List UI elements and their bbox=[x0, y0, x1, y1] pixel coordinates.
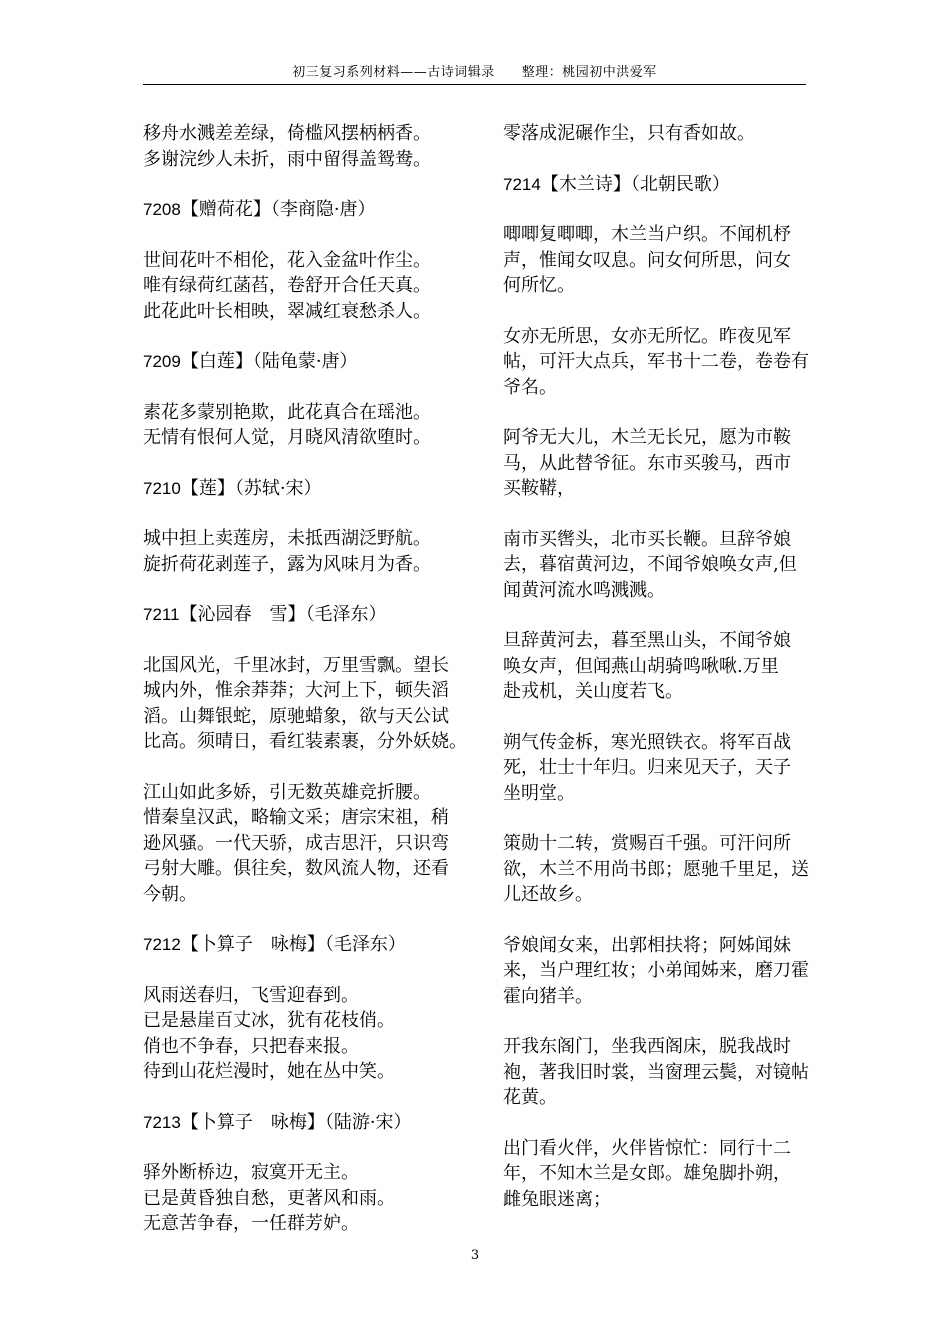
poem-line: 买鞍鞯， bbox=[503, 478, 575, 499]
poem-line: 旦辞黄河去，暮至黑山头，不闻爷娘 bbox=[503, 630, 791, 651]
poem-number: 7213 bbox=[143, 1112, 181, 1132]
poem-text-block bbox=[143, 780, 473, 908]
poem-line: 弓射大雕。俱往矣，数风流人物，还看 bbox=[143, 858, 449, 879]
poem-line: 阿爷无大儿，木兰无长兄，愿为市鞍 bbox=[503, 427, 791, 448]
poem-title-line bbox=[143, 349, 473, 375]
header-text: 初三复习系列材料——古诗词辑录 整理：桃园初中洪爱军 bbox=[292, 65, 657, 80]
poem-line: 爷娘闻女来，出郭相扶将；阿姊闻妹 bbox=[503, 934, 791, 956]
poem-line: 策勋十二转，赏赐百千强。可汗问所 bbox=[503, 833, 791, 854]
poem-number: 7210 bbox=[143, 478, 181, 498]
poem-line: 俏也不争春，只把春来报。 bbox=[143, 1035, 359, 1057]
poem-author: （陆游·宋） bbox=[324, 1111, 412, 1133]
poem-line: 朔气传金柝，寒光照铁衣。将军百战 bbox=[503, 731, 791, 753]
poem-title bbox=[143, 197, 473, 223]
poem-title-line bbox=[143, 197, 473, 223]
poem-line: 南市买辔头，北市买长鞭。旦辞爷娘 bbox=[503, 528, 791, 550]
poem-line: 已是黄昏独自愁，更著风和雨。 bbox=[143, 1187, 395, 1209]
poem-text-block bbox=[143, 1160, 473, 1237]
poem-author: （李商隐·唐） bbox=[270, 199, 376, 220]
poem-line: 霍向猪羊。 bbox=[503, 985, 593, 1007]
poem-line: 移舟水溅差差绿，倚槛风摆柄柄香。 bbox=[143, 123, 431, 144]
poem-line: 已是悬崖百丈冰，犹有花枝俏。 bbox=[143, 1010, 395, 1031]
poem-title-line bbox=[143, 932, 473, 958]
poem-text-block bbox=[143, 983, 473, 1085]
poem-name: 【卜算子 咏梅】 bbox=[180, 934, 325, 955]
poem-line: 雌兔眼迷离； bbox=[503, 1188, 611, 1210]
poem-line: 女亦无所思，女亦无所忆。昨夜见军 bbox=[503, 325, 791, 347]
poem-line: 出门看火伴，火伴皆惊忙：同行十二 bbox=[503, 1137, 791, 1159]
poem-text-block bbox=[503, 1034, 808, 1111]
poem-text-block bbox=[503, 831, 808, 908]
poem-line: 风雨送春归，飞雪迎春到。 bbox=[143, 984, 359, 1006]
poem-title-line bbox=[143, 476, 473, 502]
poem-line: 世间花叶不相伦，花入金盆叶作尘。 bbox=[143, 249, 431, 271]
poem-title bbox=[143, 1110, 473, 1136]
poem-line: 爷名。 bbox=[503, 376, 557, 398]
poem-line: 北国风光，千里冰封，万里雪飘。望长 bbox=[143, 654, 449, 676]
poem-line: 赴戎机，关山度若飞。 bbox=[503, 681, 683, 702]
poem-line: 帖，可汗大点兵，军书十二卷，卷卷有 bbox=[503, 351, 809, 372]
page-number: 3 bbox=[470, 1248, 480, 1263]
poem-line: 袍，著我旧时裳，当窗理云鬓，对镜帖 bbox=[503, 1061, 809, 1083]
poem-title bbox=[143, 349, 473, 375]
poem-text-block bbox=[143, 653, 473, 755]
poem-title bbox=[143, 602, 473, 628]
poem-number: 7214 bbox=[503, 174, 541, 194]
poem-text-block bbox=[503, 1136, 808, 1213]
poem-line: 马，从此替爷征。东市买骏马，西市 bbox=[503, 452, 791, 474]
poem-title-line bbox=[503, 172, 808, 198]
poem-line: 来，当户理红妆；小弟闻姊来，磨刀霍 bbox=[503, 960, 809, 981]
poem-number: 7211 bbox=[143, 605, 180, 624]
poem-line: 唤女声，但闻燕山胡骑鸣啾啾.万里 bbox=[503, 655, 779, 677]
poem-title bbox=[503, 172, 808, 198]
poem-number: 7212 bbox=[143, 935, 181, 954]
poem-line: 年，不知木兰是女郎。雄兔脚扑朔， bbox=[503, 1163, 791, 1184]
poem-line: 江山如此多娇，引无数英雄竞折腰。 bbox=[143, 781, 431, 803]
poem-line: 零落成泥碾作尘，只有香如故。 bbox=[503, 123, 755, 144]
poem-text-block bbox=[143, 121, 473, 172]
poem-line: 欲，木兰不用尚书郎；愿驰千里足，送 bbox=[503, 858, 809, 880]
poem-line: 今朝。 bbox=[143, 883, 197, 905]
poem-text-block bbox=[503, 730, 808, 807]
poem-line: 城中担上卖莲房，未抵西湖泛野航。 bbox=[143, 528, 431, 549]
poem-number: 7209 bbox=[143, 352, 181, 371]
poem-line: 驿外断桥边，寂寞开无主。 bbox=[143, 1162, 359, 1183]
poem-title bbox=[143, 476, 473, 502]
poem-text-block bbox=[503, 933, 808, 1010]
poem-line: 滔。山舞银蛇，原驰蜡象，欲与天公试 bbox=[143, 705, 449, 727]
left-column bbox=[143, 121, 473, 1262]
poem-text-block bbox=[503, 121, 808, 147]
poem-line: 闻黄河流水鸣溅溅。 bbox=[503, 579, 665, 601]
poem-author: （陆龟蒙·唐） bbox=[252, 351, 358, 372]
poem-number: 7208 bbox=[143, 200, 181, 219]
poem-line: 素花多蒙别艳欺，此花真合在瑶池。 bbox=[143, 401, 431, 423]
poem-name: 【木兰诗】 bbox=[540, 173, 631, 195]
poem-name: 【赠荷花】 bbox=[180, 199, 271, 220]
poem-author: （毛泽东） bbox=[324, 934, 406, 955]
poem-line: 无情有恨何人觉，月晓风清欲堕时。 bbox=[143, 427, 431, 448]
poem-name: 【莲】 bbox=[180, 477, 235, 499]
poem-text-block bbox=[143, 526, 473, 577]
poem-text-block bbox=[503, 527, 808, 604]
poem-author: （毛泽东） bbox=[305, 604, 387, 625]
poem-line: 唯有绿荷红菡萏，卷舒开合任天真。 bbox=[143, 275, 431, 296]
poem-line: 比高。须晴日，看红装素裹，分外妖娆。 bbox=[143, 731, 467, 752]
poem-line: 旋折荷花剥莲子，露为风味月为香。 bbox=[143, 553, 431, 575]
poem-line: 坐明堂。 bbox=[503, 782, 575, 804]
poem-line: 城内外，惟余莽莽；大河上下，顿失滔 bbox=[143, 680, 449, 701]
poem-text-block bbox=[503, 628, 808, 705]
poem-author: （苏轼·宋） bbox=[234, 477, 322, 499]
poem-line: 唧唧复唧唧，木兰当户织。不闻机杼 bbox=[503, 224, 791, 245]
poem-text-block bbox=[503, 222, 808, 299]
poem-text-block bbox=[143, 248, 473, 325]
poem-line: 声，惟闻女叹息。问女何所思，问女 bbox=[503, 249, 791, 271]
poem-text-block bbox=[503, 425, 808, 502]
poem-title-line bbox=[143, 602, 473, 628]
poem-line: 逊风骚。一代天骄，成吉思汗，只识弯 bbox=[143, 832, 449, 854]
poem-title-line bbox=[143, 1110, 473, 1136]
poem-text-block bbox=[143, 400, 473, 451]
page-header bbox=[143, 62, 806, 85]
poem-line: 去，暮宿黄河边，不闻爷娘唤女声,但 bbox=[503, 554, 797, 575]
poem-author: （北朝民歌） bbox=[630, 173, 730, 195]
poem-name: 【卜算子 咏梅】 bbox=[180, 1111, 325, 1133]
poem-line: 此花此叶长相映，翠减红衰愁杀人。 bbox=[143, 300, 431, 322]
right-column bbox=[503, 121, 808, 1237]
poem-line: 花黄。 bbox=[503, 1087, 557, 1108]
poem-name: 【白莲】 bbox=[180, 351, 253, 372]
poem-line: 待到山花烂漫时，她在丛中笑。 bbox=[143, 1061, 395, 1082]
poem-line: 多谢浣纱人未折，雨中留得盖鸳鸯。 bbox=[143, 148, 431, 170]
poem-line: 开我东阁门，坐我西阁床，脱我战时 bbox=[503, 1036, 791, 1057]
poem-line: 儿还故乡。 bbox=[503, 884, 593, 905]
poem-line: 何所忆。 bbox=[503, 275, 575, 296]
poem-title bbox=[143, 932, 473, 958]
poem-line: 无意苦争春，一任群芳妒。 bbox=[143, 1213, 359, 1234]
poem-name: 【沁园春 雪】 bbox=[179, 604, 306, 625]
poem-line: 惜秦皇汉武，略输文采；唐宗宋祖，稍 bbox=[143, 807, 449, 828]
poem-text-block bbox=[503, 324, 808, 401]
poem-line: 死，壮士十年归。归来见天子，天子 bbox=[503, 757, 791, 778]
